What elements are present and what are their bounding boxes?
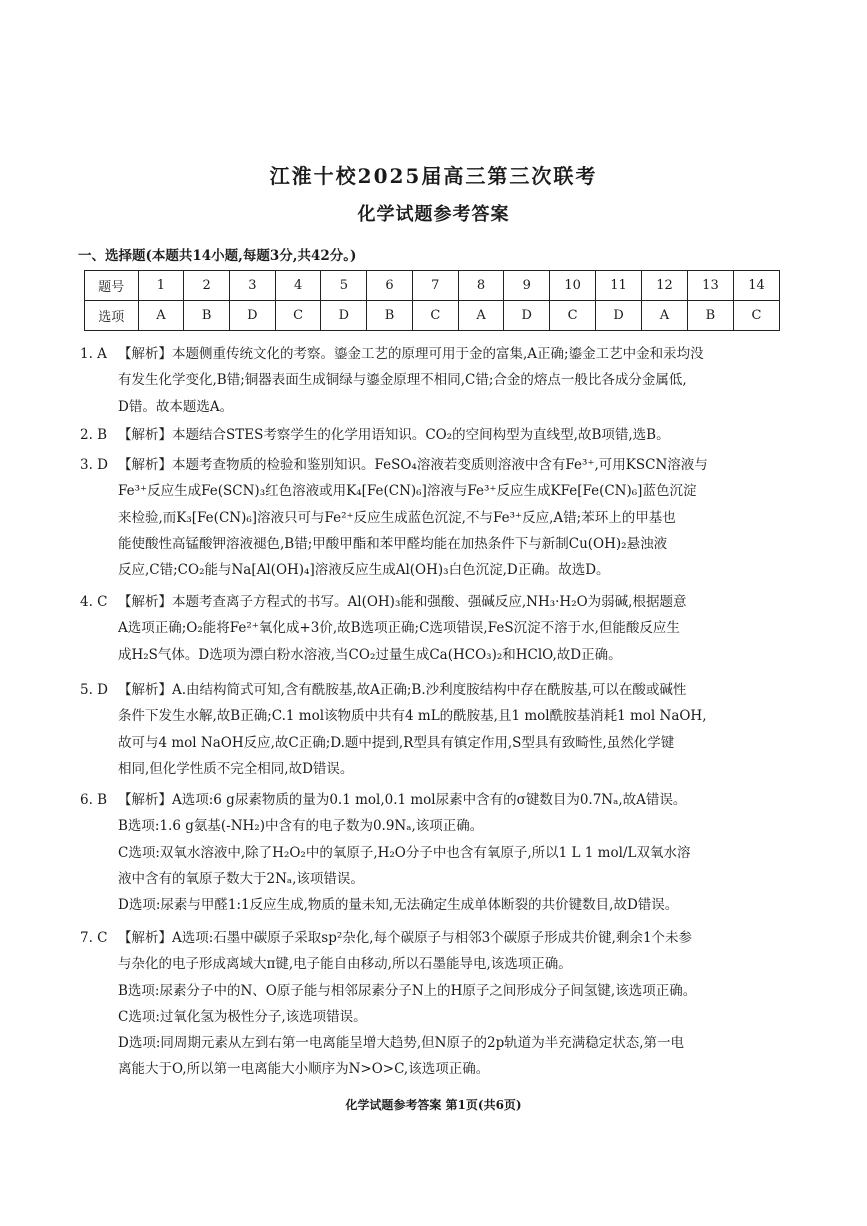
explanation-line: C选项:双氧水溶液中,除了H₂O₂中的氧原子,H₂O分子中也含有氧原子,所以1 L 1 mol/L双氧水溶 [118, 844, 691, 861]
page-subtitle: 化学试题参考答案 [357, 204, 510, 225]
table-cell: 5 [321, 271, 367, 301]
explanation-line: 成H₂S气体。D选项为漂白粉水溶液,当CO₂过量生成Ca(HCO₃)₂和HClO,故D正确。 [118, 646, 622, 663]
question-5 [80, 677, 790, 782]
explanation-line: 【解析】本题侧重传统文化的考察。鎏金工艺的原理可用于金的富集,A正确;鎏金工艺中金和汞均没 [118, 346, 704, 362]
table-cell: A [642, 301, 688, 331]
table-cell: 2 [184, 271, 230, 301]
page-title: 江淮十校2025届高三第三次联考 [269, 164, 598, 188]
page-footer: 化学试题参考答案 第1页(共6页) [345, 1098, 522, 1112]
explanation-line: 反应,C错;CO₂能与Na[Al(OH)₄]溶液反应生成Al(OH)₃白色沉淀,D正确。故选D。 [118, 562, 610, 579]
question-4 [80, 589, 790, 668]
question-6 [80, 787, 790, 918]
explanation-line: 条件下发生水解,故B正确;C.1 mol该物质中共有4 mL的酰胺基,且1 mol酰胺基消耗1 mol NaOH, [118, 708, 707, 725]
table-cell: 9 [504, 271, 550, 301]
table-cell: 10 [550, 271, 596, 301]
explanation-line: 液中含有的氧原子数大于2Nₐ,该项错误。 [118, 870, 364, 887]
table-cell: 14 [733, 271, 779, 301]
table-cell: D [229, 301, 275, 331]
question-number: 2. B [80, 427, 108, 443]
table-row-numbers [85, 271, 780, 301]
table-cell: 8 [458, 271, 504, 301]
explanation-line: A选项正确;O₂能将Fe²⁺氧化成+3价,故B选项正确;C选项错误,FeS沉淀不溶于水,但能酸反应生 [118, 620, 680, 637]
question-1 [80, 341, 790, 420]
explanation-line: 【解析】A选项:石墨中碳原子采取sp²杂化,每个碳原子与相邻3个碳原子形成共价键,剩余1个未参 [118, 930, 693, 946]
explanation-line: 来检验,而K₃[Fe(CN)₆]溶液只可与Fe²⁺反应生成蓝色沉淀,不与Fe³⁺反应,A错;苯环上的甲基也 [118, 509, 676, 526]
table-cell: D [504, 301, 550, 331]
explanation-line: D错。故本题选A。 [118, 398, 234, 415]
table-cell: D [321, 301, 367, 331]
explanation-line: 离能大于O,所以第一电离能大小顺序为N>O>C,该选项正确。 [118, 1061, 490, 1078]
table-cell: B [367, 301, 413, 331]
question-number: 3. D [80, 457, 108, 473]
explanation-line: 【解析】A.由结构简式可知,含有酰胺基,故A正确;B.沙利度胺结构中存在酰胺基,可以在酸或碱性 [118, 682, 687, 698]
table-cell: 1 [138, 271, 184, 301]
explanation-line: 【解析】本题考查物质的检验和鉴别知识。FeSO₄溶液若变质则溶液中含有Fe³⁺,可用KSCN溶液与 [118, 457, 708, 473]
answer-table [84, 270, 780, 331]
explanation-line: 【解析】本题考查离子方程式的书写。Al(OH)₃能和强酸、强碱反应,NH₃·H₂O为弱碱,根据题意 [118, 594, 687, 610]
table-cell: 6 [367, 271, 413, 301]
table-cell: A [138, 301, 184, 331]
table-header-cell: 题号 [85, 271, 139, 301]
question-3 [80, 452, 790, 583]
explanation-line: 有发生化学变化,B错;铜器表面生成铜绿与鎏金原理不相同,C错;合金的熔点一般比各成分金属低, [118, 372, 687, 389]
explanation-line: 相同,但化学性质不完全相同,故D错误。 [118, 760, 354, 777]
table-header-cell: 选项 [85, 301, 139, 331]
table-cell: 7 [412, 271, 458, 301]
explanation-line: 故可与4 mol NaOH反应,故C正确;D.题中提到,R型具有镇定作用,S型具有致畸性,虽然化学键 [118, 734, 675, 751]
question-number: 7. C [80, 930, 108, 946]
explanation-line: B选项:1.6 g氨基(-NH₂)中含有的电子数为0.9Nₐ,该项正确。 [118, 818, 484, 835]
explanation-line: 与杂化的电子形成离域大π键,电子能自由移动,所以石墨能导电,该选项正确。 [118, 956, 572, 973]
table-cell: 13 [687, 271, 733, 301]
table-cell: A [458, 301, 504, 331]
explanation-line: 【解析】本题结合STES考察学生的化学用语知识。CO₂的空间构型为直线型,故B项错,选B。 [118, 427, 670, 443]
explanation-line: 【解析】A选项:6 g尿素物质的量为0.1 mol,0.1 mol尿素中含有的σ键数目为0.7Nₐ,故A错误。 [118, 792, 687, 808]
explanation-line: C选项:过氧化氢为极性分子,该选项错误。 [118, 1008, 367, 1025]
explanation-line: D选项:同周期元素从左到右第一电离能呈增大趋势,但N原子的2p轨道为半充满稳定状态,第一电 [118, 1035, 684, 1052]
table-cell: 3 [229, 271, 275, 301]
table-cell: B [184, 301, 230, 331]
table-cell: C [733, 301, 779, 331]
table-cell: C [550, 301, 596, 331]
table-cell: C [412, 301, 458, 331]
question-number: 4. C [80, 594, 108, 610]
table-row-options [85, 301, 780, 331]
table-cell: 4 [275, 271, 321, 301]
question-number: 1. A [80, 346, 107, 362]
table-cell: C [275, 301, 321, 331]
explanation-line: D选项:尿素与甲醛1:1反应生成,物质的量未知,无法确定生成单体断裂的共价键数目,故D错误。 [118, 897, 679, 914]
section-heading: 一、选择题(本题共14小题,每题3分,共42分。) [78, 248, 357, 264]
explanation-line: Fe³⁺反应生成Fe(SCN)₃红色溶液或用K₄[Fe(CN)₆]溶液与Fe³⁺反应生成KFe[Fe(CN)₆]蓝色沉淀 [118, 483, 697, 500]
table-cell: B [687, 301, 733, 331]
question-number: 6. B [80, 792, 108, 808]
question-2 [80, 422, 790, 448]
question-number: 5. D [80, 682, 108, 698]
explanation-line: B选项:尿素分子中的N、O原子能与相邻尿素分子N上的H原子之间形成分子间氢键,该选项正确。 [118, 982, 697, 999]
table-cell: 11 [596, 271, 642, 301]
table-cell: D [596, 301, 642, 331]
question-7 [80, 925, 790, 1083]
explanation-line: 能使酸性高锰酸钾溶液褪色,B错;甲酸甲酯和苯甲醛均能在加热条件下与新制Cu(OH)₂悬浊液 [118, 535, 668, 552]
table-cell: 12 [642, 271, 688, 301]
